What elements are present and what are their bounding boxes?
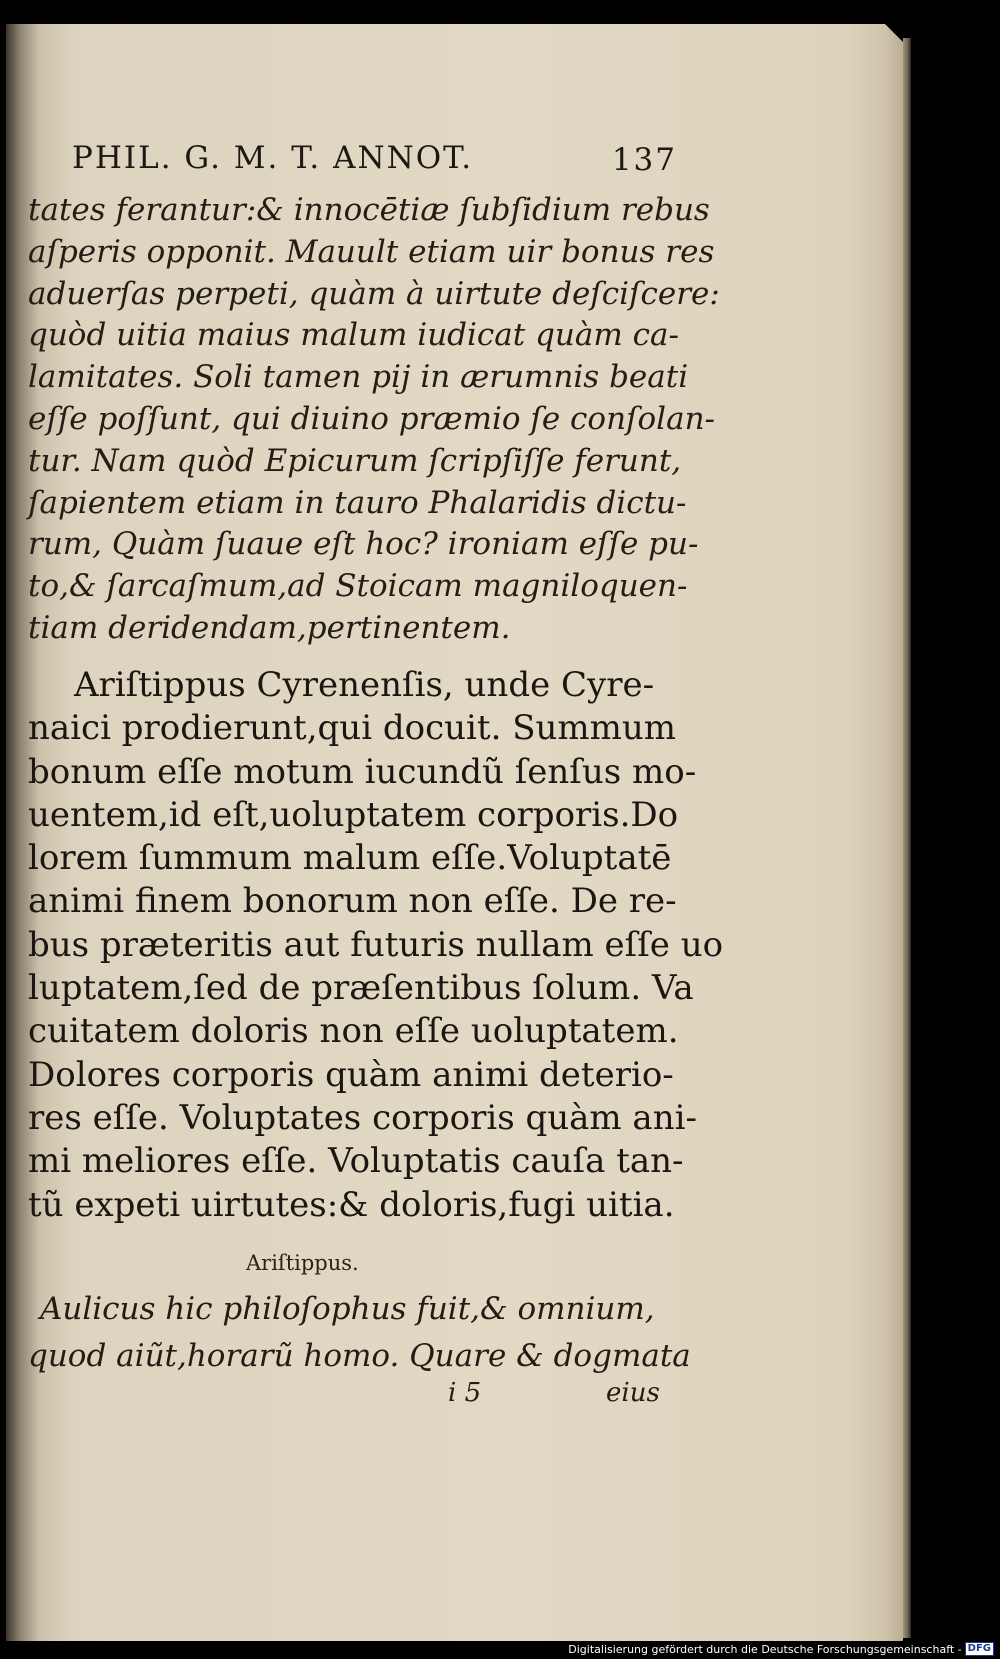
annotation-line: tur. Nam quòd Epicurum ſcripſiſſe ferunt, bbox=[28, 442, 682, 479]
sidenote-line: Aulicus hic philoſophus fuit,& omnium, bbox=[40, 1291, 655, 1327]
main-line: tũ expeti uirtutes:& doloris,fugi uitia. bbox=[28, 1184, 675, 1225]
sidenote-line: quod aiũt,horarũ homo. Quare & dogmata bbox=[28, 1338, 691, 1374]
annotation-line: rum, Quàm ſuaue eſt hoc? ironiam eſſe pu- bbox=[28, 526, 699, 563]
dfg-logo-icon: DFG bbox=[965, 1642, 994, 1656]
annotation-line: to,& ſarcaſmum,ad Stoicam magniloquen- bbox=[28, 568, 688, 605]
digitization-credit bbox=[568, 1642, 994, 1656]
annotation-line: aſperis opponit. Mauult etiam uir bonus res bbox=[28, 233, 715, 270]
annotation-line: tiam deridendam,pertinentem. bbox=[28, 609, 511, 646]
main-line: Ariſtippus Cyrenenſis, unde Cyre- bbox=[74, 665, 655, 705]
main-line: cuitatem doloris non eſſe uoluptatem. bbox=[28, 1011, 679, 1052]
book-page bbox=[6, 24, 903, 1641]
main-line: animi finem bonorum non eſſe. De re- bbox=[28, 881, 677, 922]
main-line: lorem ſummum malum eſſe.Voluptatē bbox=[28, 838, 672, 879]
main-line: bus præteritis aut futuris nullam eſſe uo bbox=[28, 924, 724, 965]
main-line: uentem,id eſt,uoluptatem corporis.Do bbox=[28, 794, 679, 835]
main-line: Dolores corporis quàm animi deterio- bbox=[28, 1054, 674, 1095]
main-line: naici prodierunt,qui docuit. Summum bbox=[28, 708, 677, 749]
credit-text: Digitalisierung gefördert durch die Deutsche Forschungsgemeinschaft - bbox=[568, 1642, 962, 1656]
annotation-paragraph bbox=[28, 190, 720, 650]
page-corner-fold bbox=[885, 24, 903, 42]
sidenote-heading: Ariſtippus. bbox=[246, 1251, 359, 1275]
page-edge bbox=[903, 38, 911, 1638]
annotation-line: lamitates. Soli tamen pij in ærumnis beati bbox=[28, 359, 689, 396]
page-number: 137 bbox=[611, 142, 677, 178]
main-line: res eſſe. Voluptates corporis quàm ani- bbox=[28, 1097, 697, 1138]
annotation-line: eſſe poſſunt, qui diuino præmio ſe conſolan- bbox=[28, 400, 716, 437]
signature-mark: i 5 bbox=[448, 1378, 482, 1408]
main-line: luptatem,ſed de præſentibus ſolum. Va bbox=[28, 968, 694, 1009]
annotation-line: quòd uitia maius malum iudicat quàm ca- bbox=[28, 317, 679, 354]
annotation-line: aduerſas perpeti, quàm à uirtute deſciſcere: bbox=[28, 275, 720, 312]
main-line: bonum eſſe motum iucundũ ſenſus mo- bbox=[28, 751, 697, 792]
main-paragraph bbox=[28, 664, 724, 1227]
catchword: eius bbox=[606, 1378, 660, 1408]
annotation-line: tates ferantur:& innocētiæ ſubſidium rebus bbox=[28, 192, 710, 228]
sidenote-paragraph bbox=[28, 1286, 691, 1380]
main-line: mi meliores eſſe. Voluptatis cauſa tan- bbox=[28, 1141, 684, 1182]
annotation-line: ſapientem etiam in tauro Phalaridis dictu- bbox=[28, 484, 687, 521]
running-head: PHIL. G. M. T. ANNOT. bbox=[72, 140, 474, 176]
